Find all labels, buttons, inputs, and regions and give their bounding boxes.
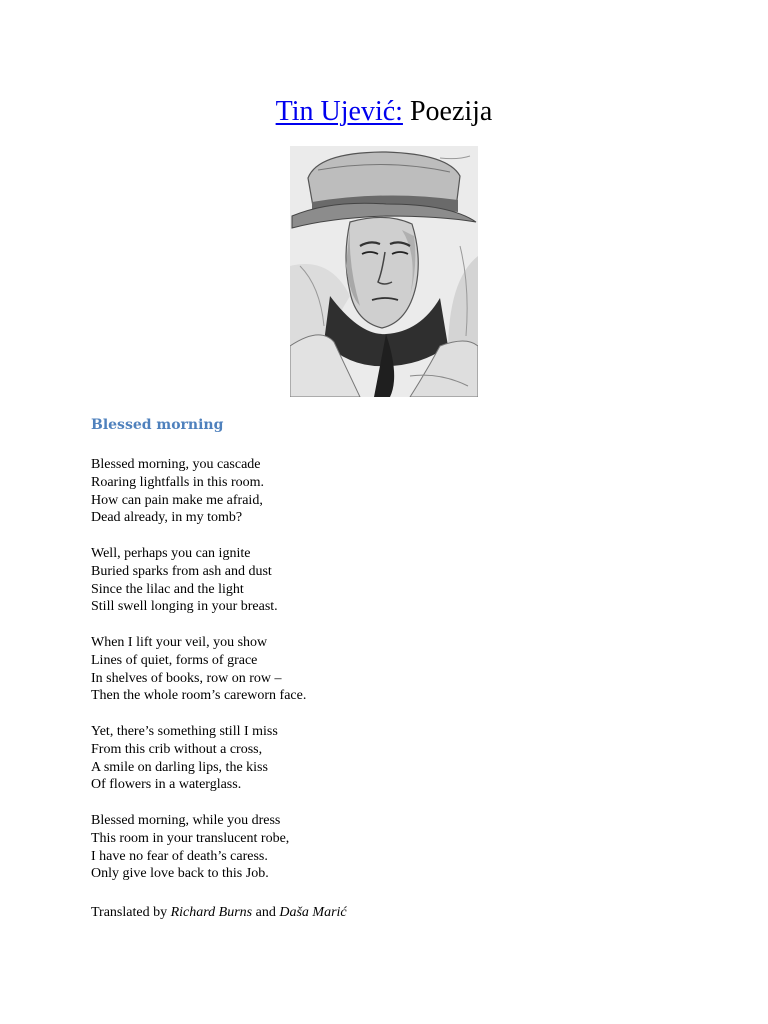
poem-line: Only give love back to this Job. [91,866,269,882]
poem-line: Blessed morning, while you dress [91,812,281,828]
poem-line: A smile on darling lips, the kiss [91,759,268,775]
poem-line: Dead already, in my tomb? [91,510,243,526]
page-title [0,92,768,132]
poem-line: When I lift your veil, you show [91,634,268,650]
poem-line: Blessed morning, you cascade [91,457,261,472]
translation-credit [91,904,347,922]
poem-heading: Blessed morning [91,417,224,433]
poem-line: I have no fear of death’s caress. [91,848,268,864]
title-text: Poezija [402,96,493,127]
author-link[interactable]: Tin Ujević: [275,96,403,127]
poem-line: Yet, there’s something still I miss [91,723,278,739]
poem-line: Of flowers in a waterglass. [91,777,242,793]
poem-line: Then the whole room’s careworn face. [91,688,307,704]
poem-line: This room in your translucent robe, [91,830,290,846]
poem-line: How can pain make me afraid, [91,492,263,508]
credit-conjunction: and [252,905,280,920]
credit-prefix: Translated by [91,905,171,920]
poem-line: Lines of quiet, forms of grace [91,652,258,668]
poem-line: Still swell longing in your breast. [91,599,278,615]
poem-line: Well, perhaps you can ignite [91,545,251,561]
poem-line: Roaring lightfalls in this room. [91,474,265,490]
poem-stanza [91,723,691,794]
poem-line: Buried sparks from ash and dust [91,563,272,579]
poem-line: From this crib without a cross, [91,741,263,757]
poem-stanza [91,812,691,883]
translator-name: Richard Burns [170,905,253,920]
poem-line: In shelves of books, row on row – [91,670,282,686]
portrait-sketch-image [290,146,478,397]
translator-name: Daša Marić [279,905,347,920]
poem-stanza [91,634,691,705]
poem-stanza [91,456,691,527]
poem-line: Since the lilac and the light [91,581,244,597]
poem-body [91,456,691,901]
poem-stanza [91,545,691,616]
